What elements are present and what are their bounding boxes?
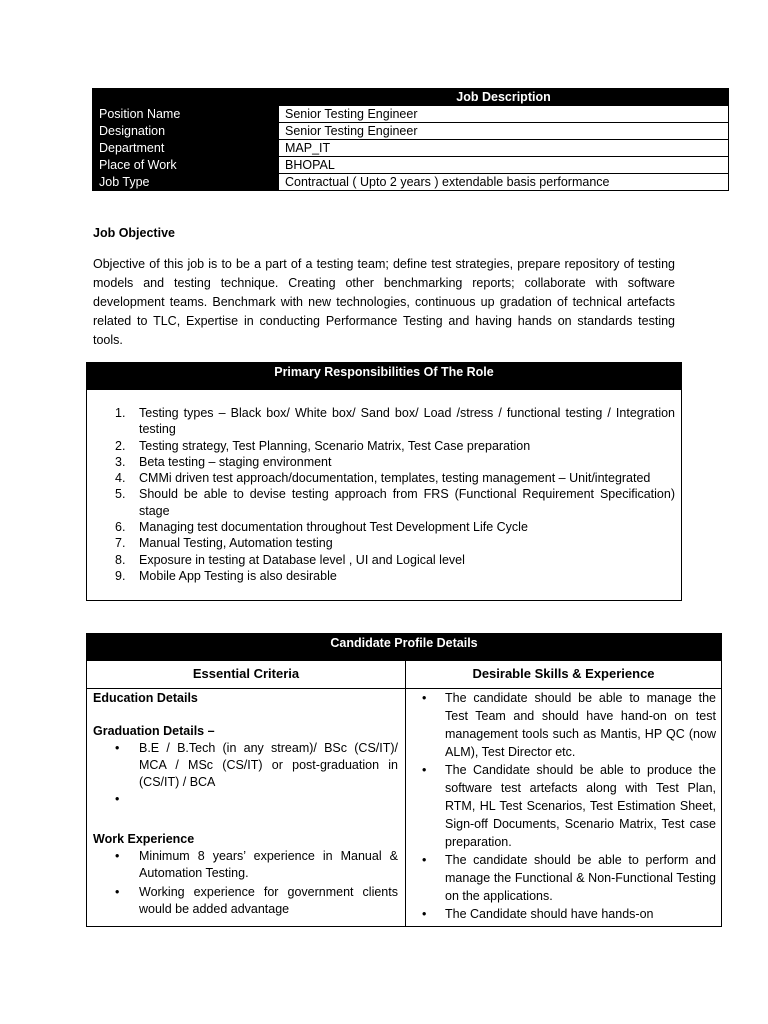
item-text: The candidate should be able to perform and manage the Functional & Non-Functional Testing on the applications.: [445, 853, 716, 903]
bullet-icon: •: [422, 691, 427, 705]
list-item: [422, 761, 716, 851]
table-row: [93, 123, 729, 140]
item-text: Testing types – Black box/ White box/ Sand box/ Load /stress / functional testing / Integration testing: [139, 406, 675, 437]
bullet-icon: •: [422, 853, 427, 867]
item-text: CMMi driven test approach/documentation, templates, testing management – Unit/integrated: [139, 471, 651, 486]
item-text: Minimum 8 years’ experience in Manual & Automation Testing.: [139, 849, 398, 880]
bullet-icon: •: [115, 792, 120, 806]
desirable-skills-column: [422, 689, 716, 921]
row-value: Senior Testing Engineer: [279, 123, 729, 140]
bullet-icon: •: [115, 849, 120, 863]
bullet-icon: •: [422, 763, 427, 777]
job-table-header-row: [93, 89, 729, 106]
responsibilities-title: Primary Responsibilities Of The Role: [87, 363, 681, 390]
work-experience-list: [93, 848, 398, 918]
item-number: 2.: [115, 438, 126, 453]
list-item: [93, 848, 398, 882]
list-item: [93, 791, 398, 808]
candidate-profile-title: Candidate Profile Details: [87, 634, 721, 661]
list-item: [87, 519, 681, 535]
item-number: 4.: [115, 471, 126, 486]
row-value: Contractual ( Upto 2 years ) extendable basis performance: [279, 174, 729, 191]
table-row: [93, 140, 729, 157]
list-item: [87, 486, 681, 519]
table-row: [93, 174, 729, 191]
item-text: The Candidate should have hands-on: [445, 907, 654, 921]
list-item: [87, 568, 681, 584]
list-item: [93, 884, 398, 918]
desirable-skills-list: [422, 689, 716, 921]
table-row: [93, 106, 729, 123]
row-label: Position Name: [93, 106, 279, 123]
row-label: Department: [93, 140, 279, 157]
list-item: [87, 454, 681, 470]
list-item: [87, 405, 681, 438]
job-objective-heading: Job Objective: [93, 226, 175, 240]
list-item: [87, 438, 681, 454]
responsibilities-list: [87, 405, 681, 584]
item-text: Testing strategy, Test Planning, Scenario Matrix, Test Case preparation: [139, 438, 531, 453]
item-text: Working experience for government clients would be added advantage: [139, 885, 398, 916]
essential-criteria-column: [93, 689, 398, 918]
list-item: [422, 851, 716, 905]
item-number: 6.: [115, 520, 126, 535]
item-text: Should be able to devise testing approach from FRS (Functional Requirement Specification) stage: [139, 487, 675, 518]
responsibilities-box: [86, 362, 682, 601]
job-table-header: Job Description: [279, 89, 729, 106]
item-text: Beta testing – staging environment: [139, 454, 332, 469]
row-value: Senior Testing Engineer: [279, 106, 729, 123]
table-row: [93, 157, 729, 174]
desirable-skills-header: Desirable Skills & Experience: [406, 661, 721, 689]
row-value: MAP_IT: [279, 140, 729, 157]
list-item: [87, 535, 681, 551]
list-item: [93, 740, 398, 791]
item-text: Exposure in testing at Database level , UI and Logical level: [139, 552, 465, 567]
item-number: 5.: [115, 487, 126, 502]
row-label: Designation: [93, 123, 279, 140]
row-label: Job Type: [93, 174, 279, 191]
graduation-list: [93, 740, 398, 808]
list-item: [422, 689, 716, 761]
job-table-header-blank: [93, 89, 279, 106]
list-item: [422, 905, 716, 921]
column-divider: [405, 661, 406, 926]
item-number: 7.: [115, 536, 126, 551]
work-experience-heading: Work Experience: [93, 832, 195, 846]
bullet-icon: •: [422, 907, 427, 921]
item-number: 8.: [115, 552, 126, 567]
list-item: [87, 470, 681, 486]
list-item: [87, 552, 681, 568]
item-text: The Candidate should be able to produce the software test artefacts along with Test Plan, RTM, HL Test Scenarios, Test Estimation Sheet, Sign-off Documents, Scenario Matrix, Test case preparation.: [445, 763, 716, 849]
item-number: 1.: [115, 406, 126, 420]
item-number: 3.: [115, 454, 126, 469]
row-label: Place of Work: [93, 157, 279, 174]
item-text: Managing test documentation throughout Test Development Life Cycle: [139, 520, 528, 535]
bullet-icon: •: [115, 741, 120, 755]
row-value: BHOPAL: [279, 157, 729, 174]
job-objective-text: Objective of this job is to be a part of a testing team; define test strategies, prepare repository of testing models and testing technique. Creating other benchmarking reports; collaborate with software development teams. Benchmark with new technologies, continuous up gradation of technical artefacts related to TLC, Expertise in conducting Performance Testing and having hands on standards testing tools.: [93, 257, 675, 347]
candidate-profile-box: [86, 633, 722, 927]
graduation-heading: Graduation Details –: [93, 724, 215, 738]
item-text: Manual Testing, Automation testing: [139, 536, 333, 551]
item-text: The candidate should be able to manage the Test Team and should have hand-on on test management tools such as Mantis, HP QC (now ALM), Test Director etc.: [445, 691, 716, 759]
job-description-table: [92, 88, 729, 191]
item-number: 9.: [115, 568, 126, 583]
item-text: B.E / B.Tech (in any stream)/ BSc (CS/IT)/ MCA / MSc (CS/IT) or post-graduation in (CS/IT) / BCA: [139, 741, 398, 789]
item-text: Mobile App Testing is also desirable: [139, 568, 337, 583]
essential-criteria-header: Essential Criteria: [87, 661, 405, 689]
education-heading: Education Details: [93, 691, 198, 705]
bullet-icon: •: [115, 885, 120, 899]
